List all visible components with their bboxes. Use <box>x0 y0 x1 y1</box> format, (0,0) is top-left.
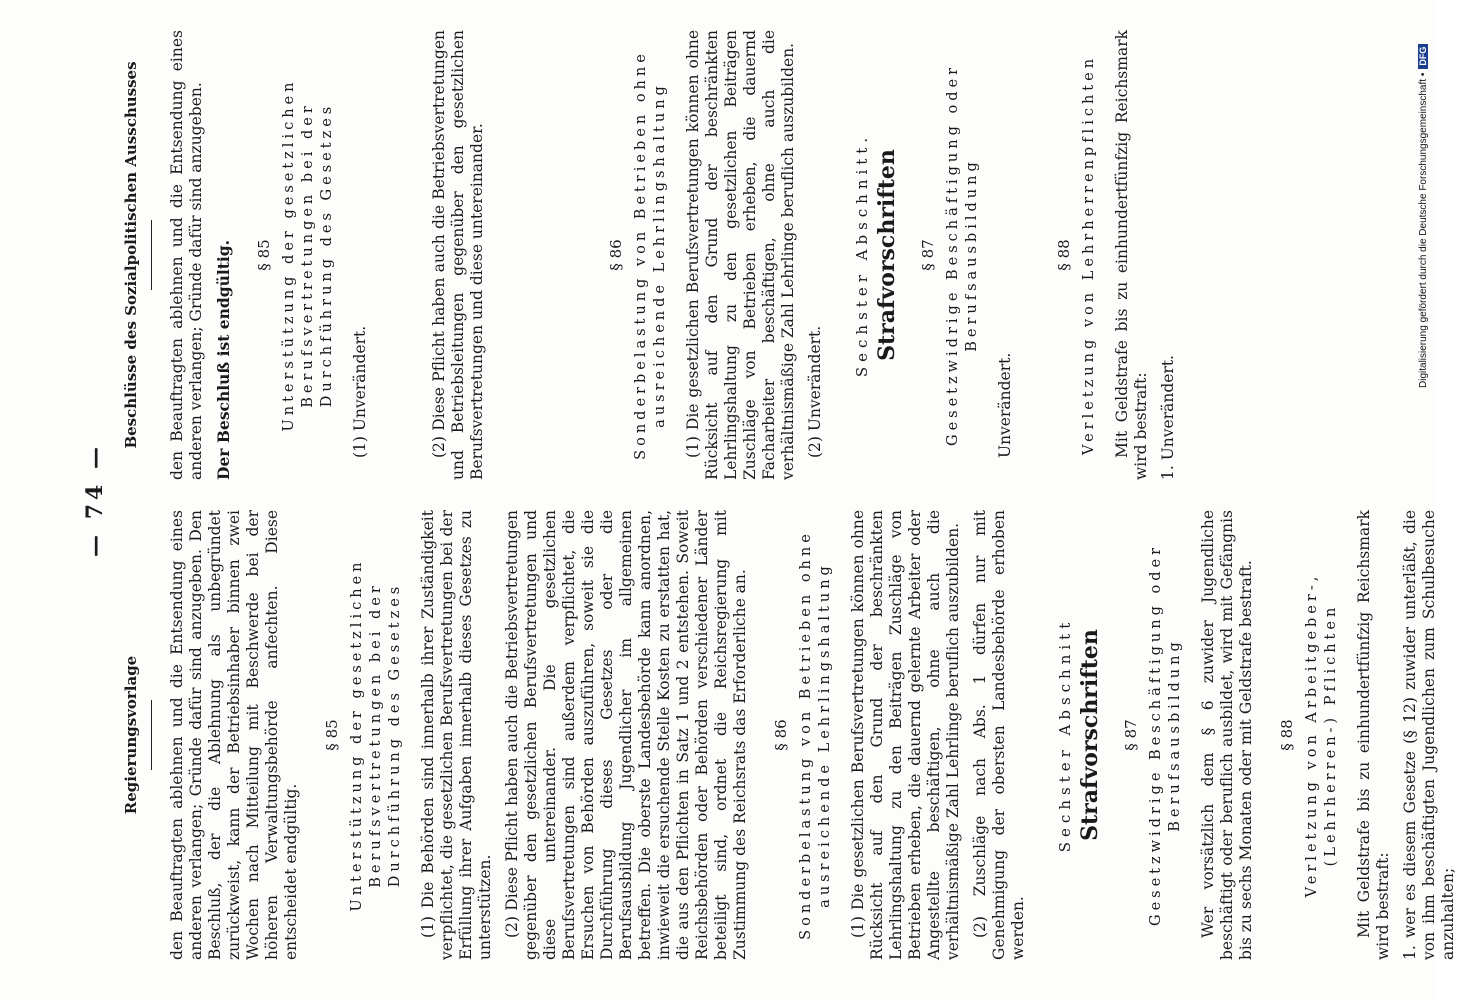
header-rule <box>151 220 152 290</box>
chapter-title: Strafvorschriften <box>874 149 900 361</box>
section-title: Sonderbelastung von Betrieben ohne ausreichende Lehrlingshaltung <box>633 50 668 460</box>
paragraph: den Beauftragten ablehnen und die Entsendung eines anderen verlangen; Gründe dafür sind anzugeben. Den Beschluß, der die Ablehnung als unbegründet zurückweist, kann der Betriebsinhaber binnen zwei Wochen nach Mitteilung mit Beschwerde bei der höheren Verwaltungsbehörde anfechten. Diese entscheidet endgültig. <box>168 510 300 960</box>
section-number: § 86 <box>607 239 625 271</box>
section-title: Gesetzwidrige Beschäftigung oder Berufsausbildung <box>945 64 980 447</box>
chapter-title: Strafvorschriften <box>1077 629 1103 841</box>
paragraph: Mit Geldstrafe bis zu einhundertfünfzig Reichsmark wird bestraft: <box>1113 30 1150 480</box>
section-title: Gesetzwidrige Beschäftigung oder Berufsausbildung <box>1148 544 1183 927</box>
section-title: Sonderbelastung von Betrieben ohne ausreichende Lehrlingshaltung <box>798 530 833 940</box>
credit-text: Digitalisierung gefördert durch die Deutsche Forschungsgemeinschaft • <box>1418 72 1429 388</box>
section-number: § 85 <box>323 719 341 751</box>
column-header-left-text: Regierungsvorlage <box>122 655 140 815</box>
header-rule <box>151 700 152 770</box>
paragraph-bold: Der Beschluß ist endgültig. <box>214 239 233 480</box>
section-title: Verletzung von Lehrherrenpflichten <box>1081 54 1097 456</box>
paragraph: (1) Die gesetzlichen Berufsvertretungen können ohne Rücksicht auf den Grund der beschränkten Lehrlingshaltung zu den Beiträgen Zuschläge von Betrieben erheben, die dauernd gelernte Arbeiter oder Angestellte beschäftigen, ohne auch die verhältnismäßige Zahl Lehrlinge beruflich auszubilden. <box>849 510 962 960</box>
column-regierungsvorlage <box>122 510 1466 960</box>
section-title: Unterstützung der gesetzlichen Berufsvertretungen bei der Durchführung des Gesetzes <box>349 558 403 912</box>
section-number: § 87 <box>919 239 937 271</box>
paragraph: Mit Geldstrafe bis zu einhundertfünfzig Reichsmark wird bestraft: <box>1355 510 1392 960</box>
column-header-left <box>122 510 162 960</box>
list-item: 1. wer es diesem Gesetze (§ 12) zuwider unterläßt, die von ihm beschäftigten Jugendlichen zum Schulbesuche anzuhalten; <box>1401 510 1457 960</box>
paragraph: Unverändert. <box>996 352 1014 458</box>
paragraph: (2) Diese Pflicht haben auch die Betriebsvertretungen gegenüber den gesetzlichen Berufsvertretungen und diese untereinander. Die gesetzlichen Berufsvertretungen sind außerdem verpflichtet, die Ersuchen von Behörden auszuführen, soweit sie die Durchführung dieses Gesetzes oder die Berufsausbildung Jugendlicher im allgemeinen betreffen. Die oberste Landesbehörde kann anordnen, inwieweit die ersuchende Stelle Kosten zu erstatten hat, die aus den Pflichten in Satz 1 und 2 entstehen. Soweit Reichsbehörden oder Behörden verschiedener Länder beteiligt sind, ordnet die Reichsregierung mit Zustimmung des Reichsrats das Erforderliche an. <box>503 510 749 960</box>
list-item: 1. Unverändert. <box>1159 355 1177 480</box>
section-number: § 87 <box>1122 719 1140 751</box>
paragraph: (2) Diese Pflicht haben auch die Betriebsvertretungen und Betriebsleitungen gegenüber den gesetzlichen Berufsvertretungen und diese untereinander. <box>430 30 486 480</box>
paragraph: (1) Unverändert. <box>351 325 369 458</box>
section-title: Verletzung von Arbeitgeber-, (Lehrherren-) Pflichten <box>1304 572 1339 898</box>
section-number: § 88 <box>1055 239 1073 271</box>
chapter-heading: Sechster Abschnitt <box>1056 617 1074 853</box>
digitization-credit <box>1418 8 1432 388</box>
column-ausschuss <box>122 30 1186 480</box>
section-title: Unterstützung der gesetzlichen Berufsvertretungen bei der Durchführung des Gesetzes <box>281 78 335 432</box>
section-number: § 86 <box>772 719 790 751</box>
paragraph: (1) Die gesetzlichen Berufsvertretungen können ohne Rücksicht auf den Grund der beschränkten Lehrlingshaltung zu den gesetzlichen Beiträgen Zuschläge von Betrieben erheben, die dauernd Facharbeiter beschäftigen, ohne auch die verhältnismäßige Zahl Lehrlinge beruflich auszubilden. <box>684 30 797 480</box>
paragraph: (1) Die Behörden sind innerhalb ihrer Zuständigkeit verpflichtet, die gesetzlichen Berufsvertretungen bei der Erfüllung ihrer Aufgaben innerhalb dieses Gesetzes zu unterstützen. <box>419 510 494 960</box>
column-header-right <box>122 30 162 480</box>
column-header-right-text: Beschlüsse des Sozialpolitischen Ausschusses <box>122 61 140 449</box>
paragraph: den Beauftragten ablehnen und die Entsendung eines anderen verlangen; Gründe dafür sind anzugeben. <box>168 30 205 480</box>
section-number: § 85 <box>255 239 273 271</box>
chapter-heading: Sechster Abschnitt. <box>853 132 871 378</box>
section-number: § 88 <box>1278 719 1296 751</box>
paragraph: (2) Zuschläge nach Abs. 1 dürfen nur mit Genehmigung der obersten Landesbehörde erhoben werden. <box>971 510 1027 960</box>
dfg-logo: DFG <box>1418 44 1428 69</box>
page-number: — 74 — <box>82 443 108 557</box>
paragraph: Wer vorsätzlich dem § 6 zuwider Jugendliche beschäftigt oder beruflich ausbildet, wird mit Gefängnis bis zu sechs Monaten oder mit Geldstrafe bestraft. <box>1199 510 1255 960</box>
paragraph: (2) Unverändert. <box>806 325 824 458</box>
